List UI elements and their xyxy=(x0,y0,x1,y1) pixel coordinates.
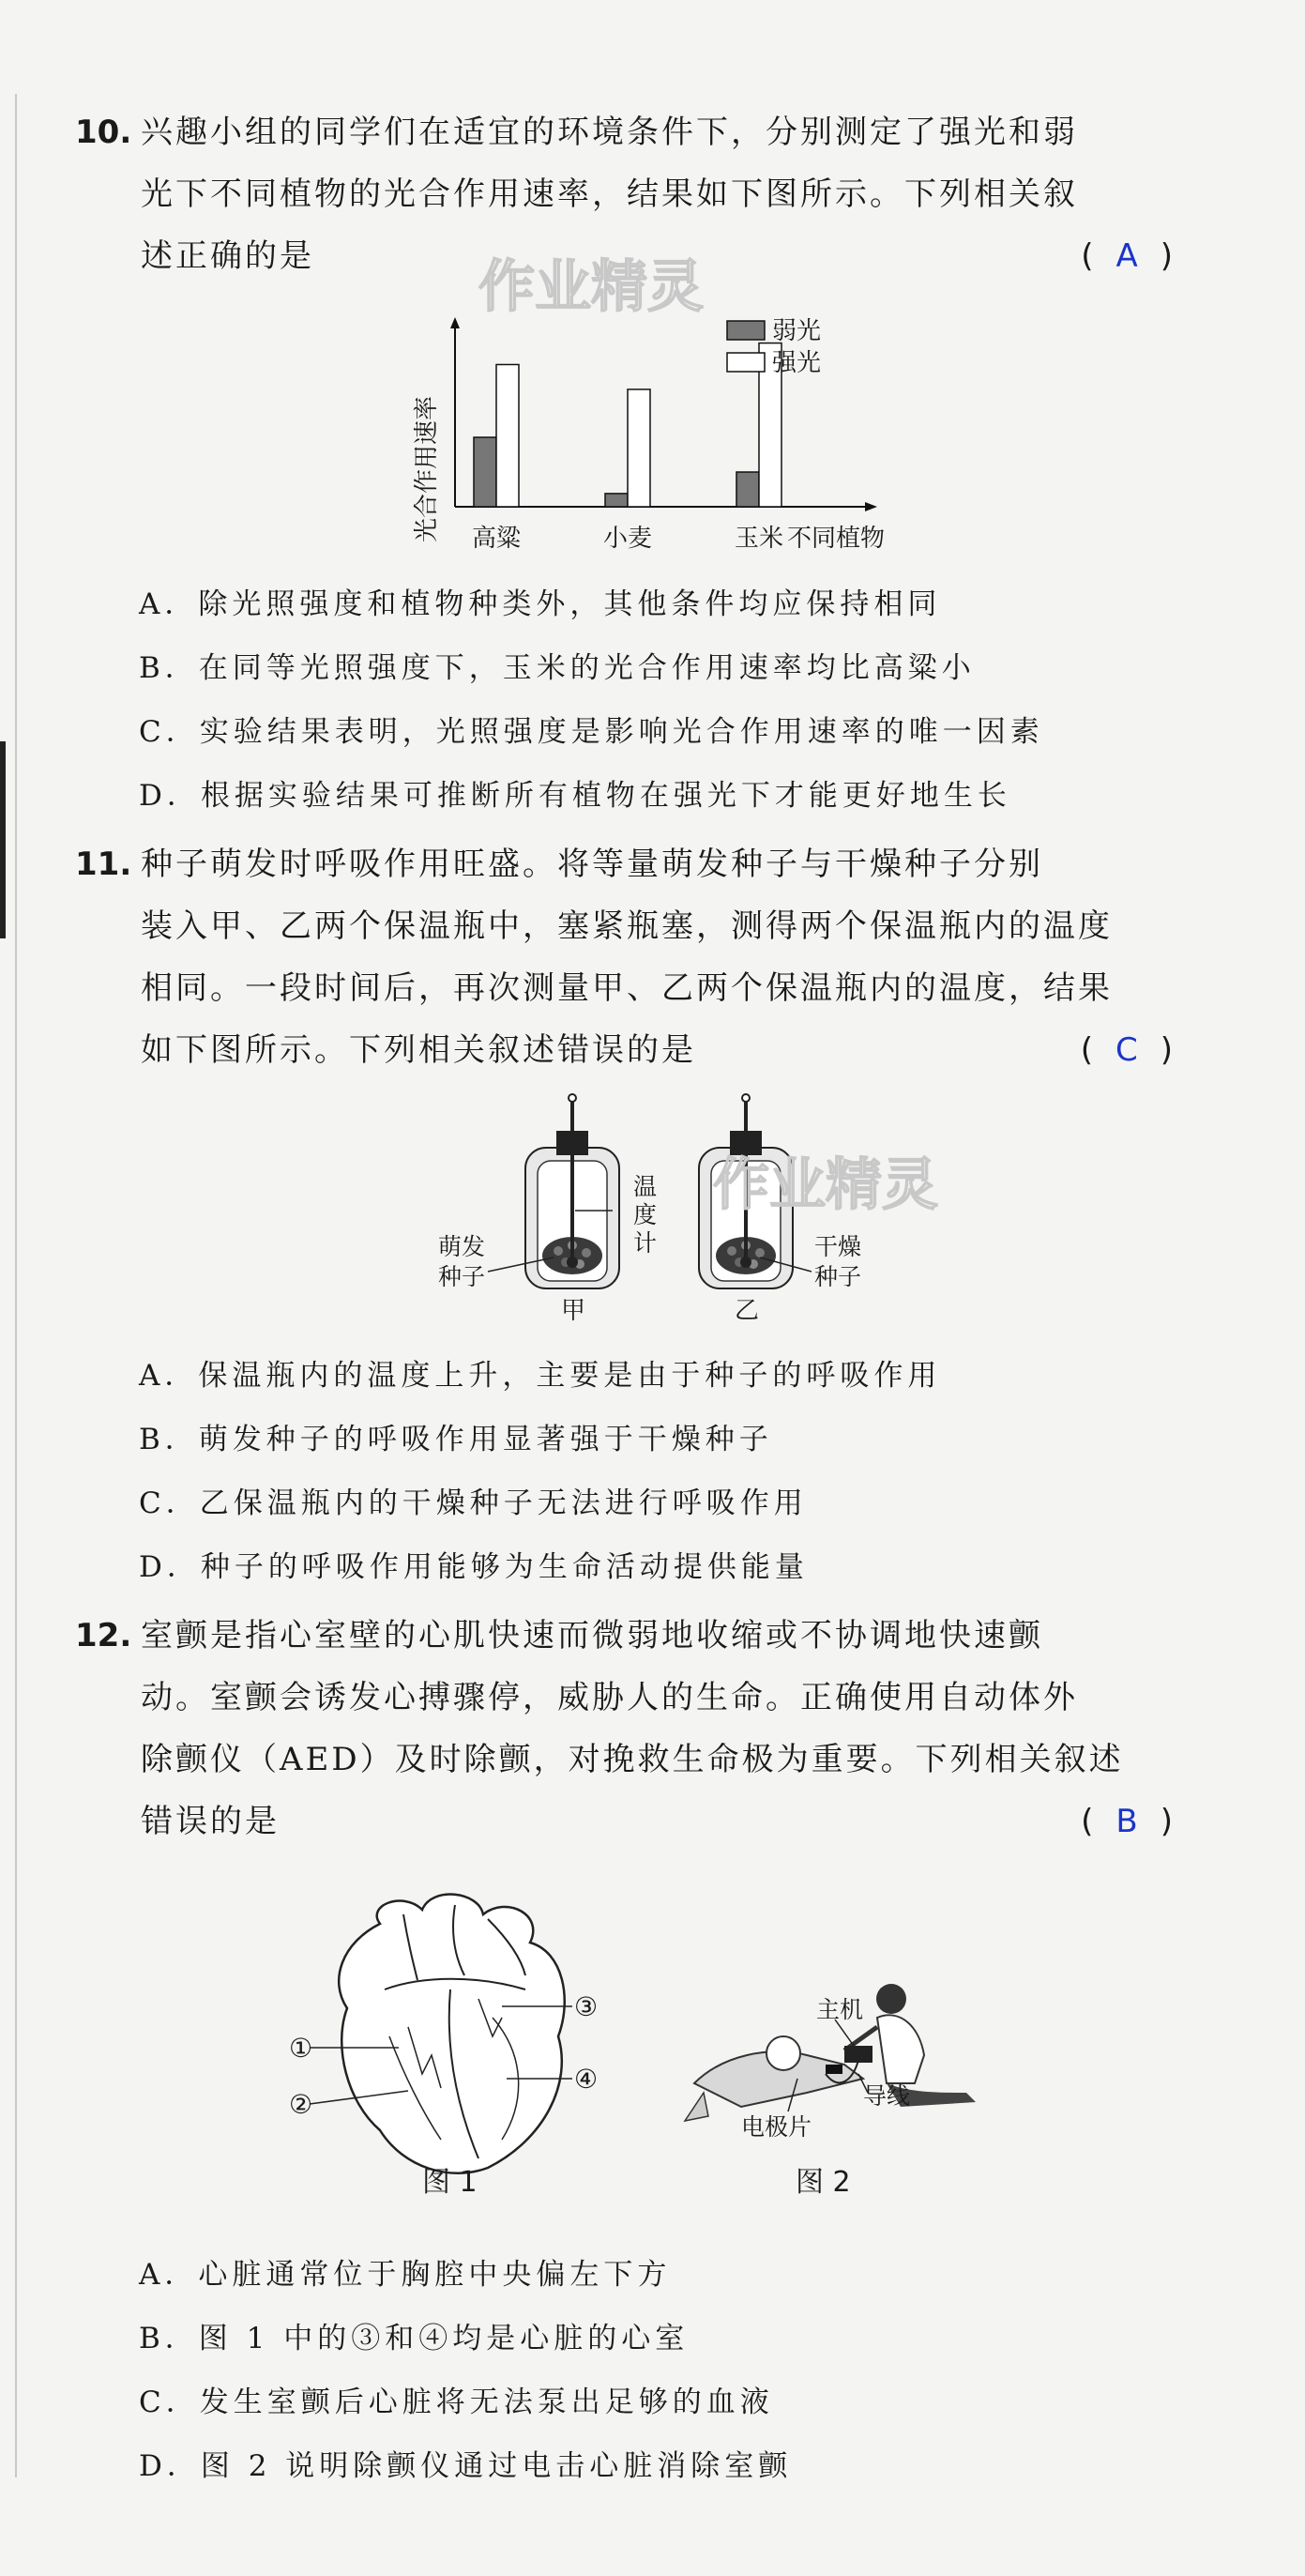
watermark xyxy=(713,1150,938,1218)
answer-bracket: ( B ) xyxy=(1081,1803,1173,1840)
figure-1-caption: 图 1 xyxy=(422,2166,478,2199)
heart-figure xyxy=(291,1886,629,2205)
label-yi: 乙 xyxy=(735,1297,760,1325)
answer-letter: A xyxy=(1115,237,1138,275)
margin-mark xyxy=(0,741,6,938)
marker-2: ② xyxy=(289,2089,313,2120)
x-tick-label: 玉米 xyxy=(734,525,784,553)
question-number: 10. xyxy=(75,114,132,151)
option-b: B．图 1 中的③和④均是心脏的心室 xyxy=(139,2322,690,2355)
question-stem xyxy=(141,833,1154,1081)
bar-强光-高粱 xyxy=(496,364,519,507)
answer-bracket: ( C ) xyxy=(1080,1031,1173,1069)
stem-line: 种子萌发时呼吸作用旺盛。将等量萌发种子与干燥种子分别 xyxy=(141,846,1043,883)
figure-2-caption: 图 2 xyxy=(796,2166,851,2199)
bar-弱光-玉米 xyxy=(736,472,759,507)
option-a: A．心脏通常位于胸腔中央偏左下方 xyxy=(139,2258,672,2292)
label-thermometer: 计 xyxy=(633,1229,658,1257)
option-b: B．萌发种子的呼吸作用显著强于干燥种子 xyxy=(139,1423,773,1456)
label-thermometer: 温 xyxy=(633,1173,658,1200)
option-c: C．实验结果表明，光照强度是影响光合作用速率的唯一因素 xyxy=(139,715,1044,749)
label-dry: 干燥 xyxy=(814,1233,862,1260)
stem-line: 动。室颤会诱发心搏骤停，威胁人的生命。正确使用自动体外 xyxy=(141,1679,1078,1716)
option-c: C．发生室颤后心脏将无法泵出足够的血液 xyxy=(139,2385,774,2419)
aed-figure xyxy=(685,1952,985,2140)
watermark xyxy=(478,252,704,320)
stem-line: 述正确的是 xyxy=(141,237,314,275)
thermos-jia xyxy=(525,1094,619,1288)
label-germinating: 种子 xyxy=(438,1263,486,1290)
option-d: D．图 2 说明除颤仪通过电击心脏消除室颤 xyxy=(139,2449,793,2483)
marker-1: ① xyxy=(289,2033,313,2064)
label-thermometer: 度 xyxy=(633,1201,658,1228)
label-dry: 种子 xyxy=(814,1263,862,1290)
label-germinating: 萌发 xyxy=(438,1233,486,1260)
bar-强光-小麦 xyxy=(628,389,650,507)
answer-letter: C xyxy=(1115,1031,1138,1069)
stem-line: 装入甲、乙两个保温瓶中，塞紧瓶塞，测得两个保温瓶内的温度 xyxy=(141,907,1113,945)
y-axis-arrow xyxy=(450,317,460,328)
marker-3: ③ xyxy=(574,1991,599,2022)
legend-swatch xyxy=(727,321,765,340)
option-d: D．根据实验结果可推断所有植物在强光下才能更好地生长 xyxy=(139,779,1011,813)
stem-line: 除颤仪（AED）及时除颤，对挽救生命极为重要。下列相关叙述 xyxy=(141,1741,1124,1778)
label-pad: 电极片 xyxy=(741,2113,812,2141)
y-axis-label: 光合作用速率 xyxy=(413,395,441,543)
margin-line xyxy=(15,94,17,2477)
question-stem xyxy=(141,1605,1154,1852)
legend-label: 强光 xyxy=(772,349,822,377)
x-axis-label: 不同植物 xyxy=(786,525,885,553)
svg-text:作业精灵: 作业精灵 xyxy=(478,254,704,320)
x-tick-label: 小麦 xyxy=(602,525,653,553)
option-b: B．在同等光照强度下，玉米的光合作用速率均比高粱小 xyxy=(139,651,976,685)
x-axis-arrow xyxy=(865,502,877,511)
bar-弱光-小麦 xyxy=(605,494,628,507)
legend-label: 弱光 xyxy=(772,317,822,345)
bar-chart xyxy=(399,310,896,568)
stem-line: 兴趣小组的同学们在适宜的环境条件下，分别测定了强光和弱 xyxy=(141,114,1078,151)
x-tick-label: 高粱 xyxy=(471,525,522,553)
stem-line: 室颤是指心室壁的心肌快速而微弱地收缩或不协调地快速颤 xyxy=(141,1617,1043,1654)
stem-line: 错误的是 xyxy=(141,1803,280,1840)
label-host: 主机 xyxy=(816,1996,864,2023)
stem-line: 如下图所示。下列相关叙述错误的是 xyxy=(141,1031,696,1069)
option-c: C．乙保温瓶内的干燥种子无法进行呼吸作用 xyxy=(139,1486,808,1520)
svg-text:作业精灵: 作业精灵 xyxy=(713,1152,938,1218)
answer-bracket: ( A ) xyxy=(1081,237,1173,275)
option-a: A．除光照强度和植物种类外，其他条件均应保持相同 xyxy=(139,587,942,621)
stem-line: 光下不同植物的光合作用速率，结果如下图所示。下列相关叙 xyxy=(141,175,1078,213)
stem-line: 相同。一段时间后，再次测量甲、乙两个保温瓶内的温度，结果 xyxy=(141,969,1113,1007)
label-wire: 导线 xyxy=(863,2082,911,2110)
option-a: A．保温瓶内的温度上升，主要是由于种子的呼吸作用 xyxy=(139,1359,942,1393)
question-number: 11. xyxy=(75,846,132,883)
bar-弱光-高粱 xyxy=(474,437,496,507)
option-d: D．种子的呼吸作用能够为生命活动提供能量 xyxy=(139,1550,809,1584)
question-number: 12. xyxy=(75,1617,132,1654)
legend-swatch xyxy=(727,353,765,372)
label-jia: 甲 xyxy=(561,1297,586,1325)
answer-letter: B xyxy=(1115,1803,1138,1840)
marker-4: ④ xyxy=(574,2064,599,2095)
